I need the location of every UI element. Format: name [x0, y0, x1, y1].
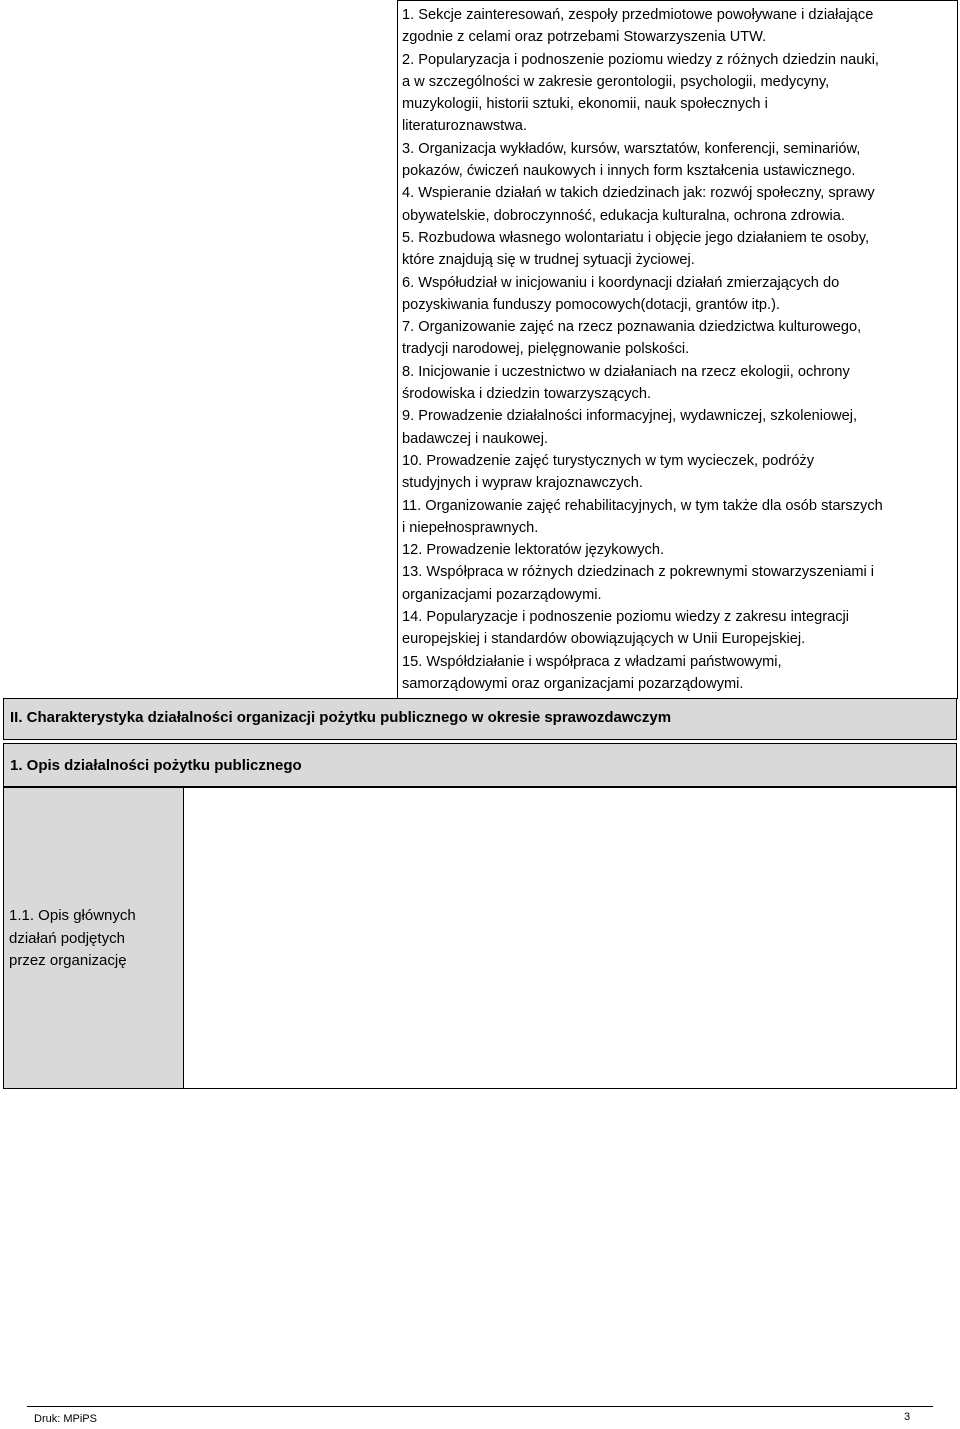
- goal-line: i niepełnosprawnych.: [402, 519, 539, 536]
- goal-line: pozyskiwania funduszy pomocowych(dotacji, grantów itp.).: [402, 296, 780, 313]
- section-1-header: [3, 743, 957, 787]
- goal-line: 3. Organizacja wykładów, kursów, warsztatów, konferencji, seminariów,: [402, 140, 861, 157]
- goal-line: 8. Inicjowanie i uczestnictwo w działaniach na rzecz ekologii, ochrony: [402, 363, 850, 380]
- page-number: 3: [904, 1411, 911, 1423]
- section-1-1-label: [9, 905, 136, 973]
- goal-line: badawczej i naukowej.: [402, 430, 549, 447]
- goal-line: samorządowymi oraz organizacjami pozarządowymi.: [402, 675, 744, 692]
- goal-line: organizacjami pozarządowymi.: [402, 586, 602, 603]
- goal-line: 1. Sekcje zainteresowań, zespoły przedmiotowe powoływane i działające: [402, 7, 874, 23]
- goal-line: zgodnie z celami oraz potrzebami Stowarzyszenia UTW.: [402, 29, 767, 46]
- goal-line: 12. Prowadzenie lektoratów językowych.: [402, 542, 665, 559]
- goal-line: które znajdują się w trudnej sytuacji życiowej.: [402, 252, 695, 269]
- goal-line: 5. Rozbudowa własnego wolontariatu i objęcie jego działaniem te osoby,: [402, 229, 870, 246]
- goal-line: obywatelskie, dobroczynność, edukacja kulturalna, ochrona zdrowia.: [402, 207, 845, 224]
- label-line: działań podjętych: [9, 929, 125, 947]
- goal-line: muzykologii, historii sztuki, ekonomii, nauk społecznych i: [402, 96, 768, 113]
- statutory-goals-cell: [397, 0, 958, 699]
- section-1-title: 1. Opis działalności pożytku publicznego: [10, 757, 302, 774]
- goal-line: pokazów, ćwiczeń naukowych i innych form kształcenia ustawicznego.: [402, 163, 856, 180]
- goal-line: 13. Współpraca w różnych dziedzinach z pokrewnymi stowarzyszeniami i: [402, 564, 875, 581]
- goal-line: literaturoznawstwa.: [402, 118, 527, 135]
- goal-line: tradycji narodowej, pielęgnowanie polskości.: [402, 341, 690, 358]
- section-1-1-content-cell[interactable]: [183, 787, 957, 1089]
- goal-line: 4. Wspieranie działań w takich dziedzinach jak: rozwój społeczny, sprawy: [402, 185, 875, 202]
- label-line: przez organizację: [9, 952, 127, 969]
- section-ii-title: II. Charakterystyka działalności organizacji pożytku publicznego w okresie sprawozdawczym: [10, 709, 672, 726]
- section-1-1-label-cell: [3, 787, 184, 1089]
- goal-line: 14. Popularyzacje i podnoszenie poziomu wiedzy z zakresu integracji: [402, 609, 849, 626]
- goal-line: 11. Organizowanie zajęć rehabilitacyjnych, w tym także dla osób starszych: [402, 497, 883, 514]
- goal-line: 15. Współdziałanie i współpraca z władzami państwowymi,: [402, 653, 782, 670]
- goal-line: środowiska i dziedzin towarzyszących.: [402, 386, 651, 403]
- goal-line: studyjnych i wypraw krajoznawczych.: [402, 475, 643, 492]
- footer-divider: [27, 1406, 933, 1407]
- goal-line: 2. Popularyzacja i podnoszenie poziomu wiedzy z różnych dziedzin nauki,: [402, 51, 879, 68]
- goal-line: 10. Prowadzenie zajęć turystycznych w tym wycieczek, podróży: [402, 452, 815, 469]
- goal-line: europejskiej i standardów obowiązujących w Unii Europejskiej.: [402, 631, 806, 648]
- label-line: 1.1. Opis głównych: [9, 907, 136, 924]
- goal-line: 9. Prowadzenie działalności informacyjnej, wydawniczej, szkoleniowej,: [402, 408, 858, 425]
- goal-line: 7. Organizowanie zajęć na rzecz poznawania dziedzictwa kulturowego,: [402, 319, 862, 336]
- goal-line: a w szczególności w zakresie gerontologii, psychologii, medycyny,: [402, 73, 830, 90]
- footer-print-label: Druk: MPiPS: [34, 1413, 97, 1425]
- goal-line: 6. Współudział w inicjowaniu i koordynacji działań zmierzających do: [402, 274, 840, 291]
- section-ii-header: [3, 698, 957, 740]
